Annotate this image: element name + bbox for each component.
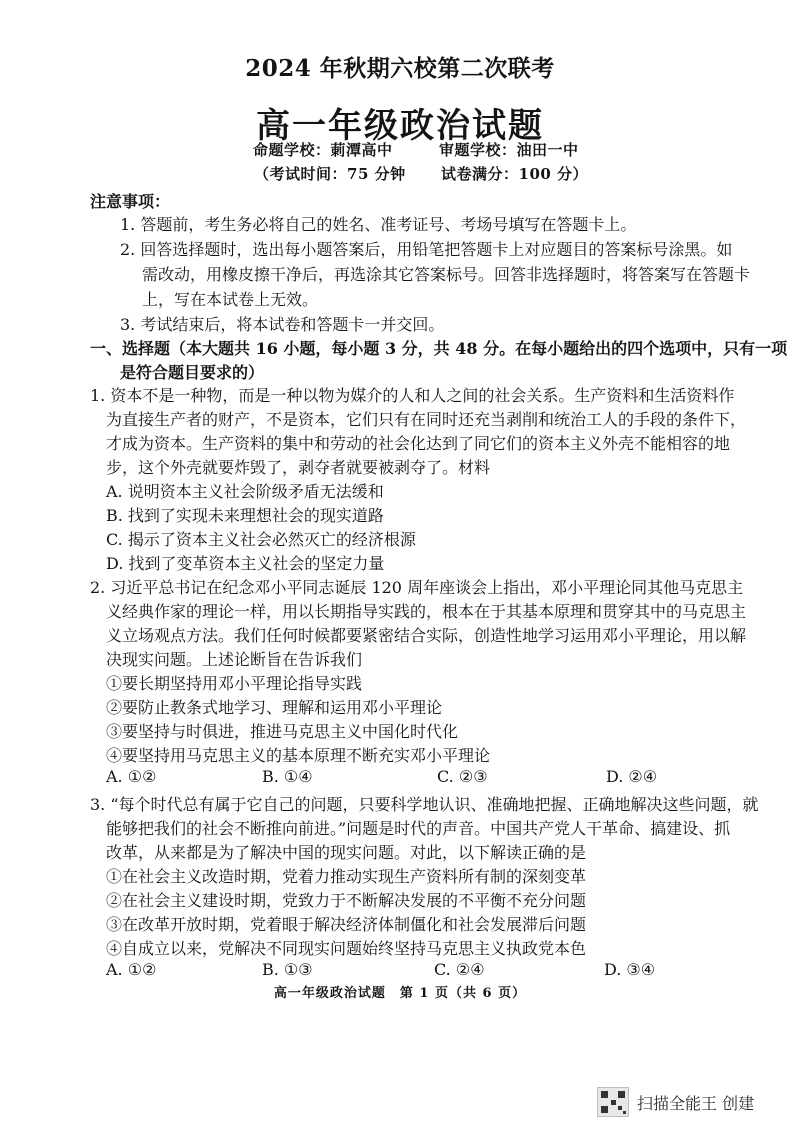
watermark-text: 扫描全能王 创建 <box>637 1093 755 1113</box>
notice-line: 上，写在本试卷上无效。 <box>142 290 319 309</box>
answer-option-c: C. ②④ <box>434 960 485 979</box>
statement-item: ②在社会主义建设时期，党致力于不断解决发展的不平衡不充分问题 <box>106 891 587 910</box>
section-heading: 是符合题目要求的） <box>120 363 265 382</box>
answer-option-a: A. ①② <box>106 767 157 786</box>
statement-item: ④自成立以来，党解决不同现实问题始终坚持马克思主义执政党本色 <box>106 939 587 958</box>
question-stem: 1. 资本不是一种物，而是一种以物为媒介的人和人之间的社会关系。生产资料和生活资料作 <box>90 386 735 405</box>
question-stem: 2. 习近平总书记在纪念邓小平同志诞辰 120 周年座谈会上指出，邓小平理论同其他马克思主 <box>90 578 744 597</box>
question-stem: 决现实问题。上述论断旨在告诉我们 <box>106 650 363 669</box>
answer-option-d: D. ②④ <box>606 767 658 786</box>
answer-option-b: B. ①③ <box>262 960 313 979</box>
question-stem: 为直接生产者的财产，不是资本，它们只有在同时还充当剥削和统治工人的手段的条件下， <box>106 410 747 429</box>
statement-item: ①要长期坚持用邓小平理论指导实践 <box>106 674 363 693</box>
notice-line: 2. 回答选择题时，选出每小题答案后，用铅笔把答题卡上对应题目的答案标号涂黑。如 <box>120 240 733 259</box>
exam-duration: （考试时间：75 分钟 <box>254 165 406 183</box>
question-stem: 义经典作家的理论一样，用以长期指导实践的，根本在于其基本原理和贯穿其中的马克思主 <box>106 602 747 621</box>
reviewer-school: 审题学校：油田一中 <box>439 141 579 159</box>
scanner-watermark <box>597 1087 797 1117</box>
choice-option: D. 找到了变革资本主义社会的坚定力量 <box>106 554 385 573</box>
notice-title: 注意事项： <box>90 192 171 211</box>
question-stem: 能够把我们的社会不断推向前进。”问题是时代的声音。中国共产党人干革命、搞建设、抓 <box>106 819 731 838</box>
setter-school: 命题学校：莿潭高中 <box>253 141 393 159</box>
section-heading: 一、选择题（本大题共 16 小题，每小题 3 分，共 48 分。在每小题给出的四个选项中，只有一项 <box>90 339 788 358</box>
notice-line: 1. 答题前，考生务必将自己的姓名、准考证号、考场号填写在答题卡上。 <box>120 215 637 234</box>
notice-line: 需改动，用橡皮擦干净后，再选涂其它答案标号。回答非选择题时，将答案写在答题卡 <box>142 265 751 284</box>
full-score: 试卷满分：100 分） <box>441 165 589 183</box>
notice-line: 3. 考试结束后，将本试卷和答题卡一并交回。 <box>120 315 445 334</box>
subject-title: 高一年级政治试题 <box>256 106 544 146</box>
question-stem: 改革，从来都是为了解决中国的现实问题。对此，以下解读正确的是 <box>106 843 587 862</box>
page-footer: 高一年级政治试题 第 1 页（共 6 页） <box>273 986 527 1001</box>
answer-option-b: B. ①④ <box>262 767 313 786</box>
qr-code-icon <box>597 1087 629 1117</box>
question-stem: 义立场观点方法。我们任何时候都要紧密结合实际，创造性地学习运用邓小平理论，用以解 <box>106 626 747 645</box>
exam-title: 2024 年秋期六校第二次联考 <box>245 55 555 82</box>
question-stem: 步，这个外壳就要炸毁了，剥夺者就要被剥夺了。材料 <box>106 458 491 477</box>
choice-option: A. 说明资本主义社会阶级矛盾无法缓和 <box>106 482 384 501</box>
statement-item: ①在社会主义改造时期，党着力推动实现生产资料所有制的深刻变革 <box>106 867 587 886</box>
choice-option: B. 找到了实现未来理想社会的现实道路 <box>106 506 384 525</box>
statement-item: ③在改革开放时期，党着眼于解决经济体制僵化和社会发展滞后问题 <box>106 915 587 934</box>
question-stem: 3. “每个时代总有属于它自己的问题，只要科学地认识、准确地把握、正确地解决这些问题，就 <box>90 795 759 814</box>
answer-option-d: D. ③④ <box>604 960 656 979</box>
choice-option: C. 揭示了资本主义社会必然灭亡的经济根源 <box>106 530 416 549</box>
statement-item: ②要防止教条式地学习、理解和运用邓小平理论 <box>106 698 443 717</box>
statement-item: ④要坚持用马克思主义的基本原理不断充实邓小平理论 <box>106 746 491 765</box>
answer-option-a: A. ①② <box>106 960 157 979</box>
answer-option-c: C. ②③ <box>437 767 488 786</box>
statement-item: ③要坚持与时俱进，推进马克思主义中国化时代化 <box>106 722 459 741</box>
question-stem: 才成为资本。生产资料的集中和劳动的社会化达到了同它们的资本主义外壳不能相容的地 <box>106 434 731 453</box>
